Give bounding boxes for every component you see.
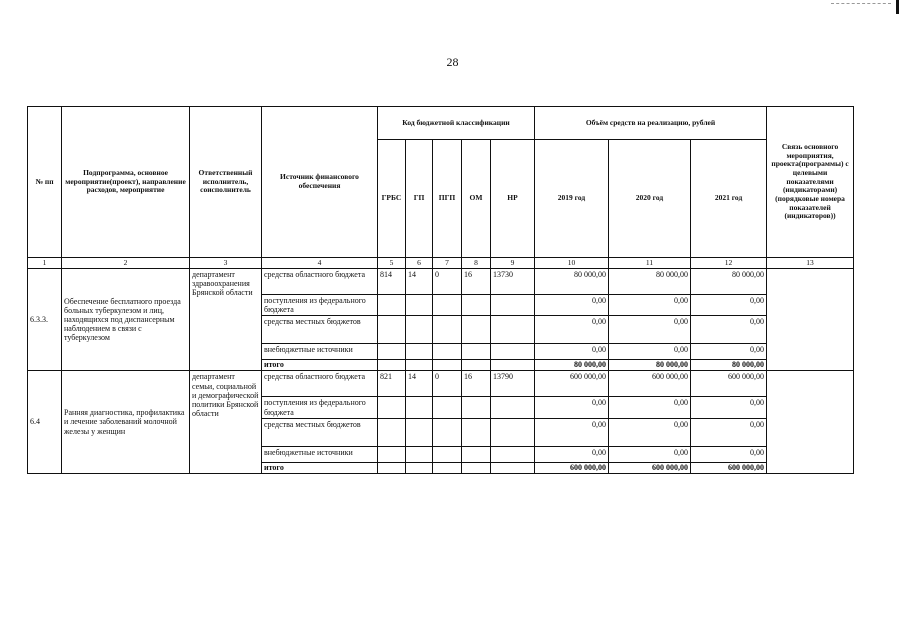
column-number: 4: [262, 258, 378, 269]
amount-2020: 80 000,00: [609, 269, 691, 295]
code-grbs: [378, 344, 406, 360]
header-executor: Ответственный исполнитель, соисполнитель: [190, 107, 262, 258]
amount-2019: 0,00: [535, 316, 609, 344]
total-code-empty: [433, 462, 462, 473]
amount-2021: 0,00: [691, 418, 767, 446]
amount-2019: 0,00: [535, 295, 609, 316]
column-number: 12: [691, 258, 767, 269]
amount-2019: 0,00: [535, 418, 609, 446]
amount-2020: 0,00: [609, 397, 691, 418]
total-code-empty: [491, 462, 535, 473]
total-label: итого: [262, 360, 378, 371]
funding-source: поступления из федерального бюджета: [262, 397, 378, 418]
code-pgp: 0: [433, 371, 462, 397]
indicator-link: [767, 269, 854, 371]
code-gp: [406, 295, 433, 316]
code-pgp: [433, 446, 462, 462]
column-number: 7: [433, 258, 462, 269]
page-number: 28: [446, 55, 459, 69]
column-number: 2: [62, 258, 190, 269]
code-grbs: [378, 316, 406, 344]
amount-2019: 0,00: [535, 446, 609, 462]
column-number: 6: [406, 258, 433, 269]
amount-2021: 0,00: [691, 446, 767, 462]
activity-name: Обеспечение бесплатного проезда больных туберкулезом и лиц, находящихся под диспансерным наблюдением в связи с туберкулезом: [62, 269, 190, 371]
column-number: 11: [609, 258, 691, 269]
code-grbs: 814: [378, 269, 406, 295]
budget-table: [27, 106, 854, 474]
header-grbs: ГРБС: [378, 140, 406, 258]
activity-number: 6.4: [28, 371, 62, 473]
funding-source: средства областного бюджета: [262, 371, 378, 397]
activity-number: 6.3.3.: [28, 269, 62, 371]
header-year-2021: 2021 год: [691, 140, 767, 258]
code-pgp: [433, 418, 462, 446]
responsible-executor: департамент семьи, социальной и демографической политики Брянской области: [190, 371, 262, 473]
column-number: 3: [190, 258, 262, 269]
header-year-2019: 2019 год: [535, 140, 609, 258]
code-nr: [491, 397, 535, 418]
code-om: [462, 397, 491, 418]
amount-2020: 0,00: [609, 344, 691, 360]
amount-2019: 0,00: [535, 397, 609, 418]
total-code-empty: [462, 360, 491, 371]
amount-2019: 0,00: [535, 344, 609, 360]
code-om: 16: [462, 269, 491, 295]
code-grbs: [378, 446, 406, 462]
header-gp: ГП: [406, 140, 433, 258]
total-code-empty: [406, 462, 433, 473]
funding-source: внебюджетные источники: [262, 446, 378, 462]
responsible-executor: департамент здравоохранения Брянской области: [190, 269, 262, 371]
code-gp: [406, 418, 433, 446]
code-gp: [406, 446, 433, 462]
amount-2020: 600 000,00: [609, 371, 691, 397]
code-nr: [491, 316, 535, 344]
column-number: 10: [535, 258, 609, 269]
code-nr: 13730: [491, 269, 535, 295]
code-grbs: [378, 295, 406, 316]
amount-2021: 0,00: [691, 397, 767, 418]
amount-2020: 0,00: [609, 295, 691, 316]
total-code-empty: [406, 360, 433, 371]
code-pgp: 0: [433, 269, 462, 295]
code-grbs: [378, 418, 406, 446]
amount-2019: 80 000,00: [535, 269, 609, 295]
total-code-empty: [491, 360, 535, 371]
amount-2021: 0,00: [691, 344, 767, 360]
total-code-empty: [378, 462, 406, 473]
code-pgp: [433, 397, 462, 418]
total-code-empty: [378, 360, 406, 371]
total-2021: 600 000,00: [691, 462, 767, 473]
code-grbs: 821: [378, 371, 406, 397]
column-number-row: [28, 258, 854, 269]
total-code-empty: [462, 462, 491, 473]
column-number: 1: [28, 258, 62, 269]
code-pgp: [433, 295, 462, 316]
code-nr: [491, 344, 535, 360]
code-pgp: [433, 344, 462, 360]
header-source: Источник финансового обеспечения: [262, 107, 378, 258]
column-number: 9: [491, 258, 535, 269]
indicator-link: [767, 371, 854, 473]
column-number: 5: [378, 258, 406, 269]
activity-name: Ранняя диагностика, профилактика и лечение заболеваний молочной железы у женщин: [62, 371, 190, 473]
code-gp: [406, 316, 433, 344]
funding-source: средства местных бюджетов: [262, 418, 378, 446]
code-om: [462, 344, 491, 360]
code-gp: 14: [406, 371, 433, 397]
header-om: ОМ: [462, 140, 491, 258]
amount-2021: 80 000,00: [691, 269, 767, 295]
header-budget-code-group: Код бюджетной классификации: [378, 107, 535, 140]
amount-2021: 0,00: [691, 316, 767, 344]
code-om: [462, 446, 491, 462]
header-volume-group: Объём средств на реализацию, рублей: [535, 107, 767, 140]
amount-2020: 0,00: [609, 316, 691, 344]
table-row: [28, 269, 854, 295]
header-name: Подпрограмма, основное мероприятие(проект), направление расходов, мероприятие: [62, 107, 190, 258]
scan-edge-mark: [896, 0, 899, 14]
scan-dash-mark: [831, 3, 891, 4]
table-body: [28, 258, 854, 474]
header-number: № пп: [28, 107, 62, 258]
table-row: [28, 371, 854, 397]
column-number: 8: [462, 258, 491, 269]
header-year-2020: 2020 год: [609, 140, 691, 258]
header-nr: НР: [491, 140, 535, 258]
code-nr: 13790: [491, 371, 535, 397]
total-2019: 600 000,00: [535, 462, 609, 473]
total-2021: 80 000,00: [691, 360, 767, 371]
column-number: 13: [767, 258, 854, 269]
code-pgp: [433, 316, 462, 344]
header-pgp: ПГП: [433, 140, 462, 258]
code-nr: [491, 418, 535, 446]
funding-source: поступления из федерального бюджета: [262, 295, 378, 316]
amount-2020: 0,00: [609, 446, 691, 462]
amount-2019: 600 000,00: [535, 371, 609, 397]
total-code-empty: [433, 360, 462, 371]
code-gp: [406, 344, 433, 360]
code-om: [462, 418, 491, 446]
code-grbs: [378, 397, 406, 418]
code-om: [462, 295, 491, 316]
amount-2021: 600 000,00: [691, 371, 767, 397]
amount-2020: 0,00: [609, 418, 691, 446]
header-link: Связь основного мероприятия, проекта(программы) с целевыми показателями (индикаторами) (порядковые номера показателей (индикаторов)): [767, 107, 854, 258]
total-label: итого: [262, 462, 378, 473]
code-gp: [406, 397, 433, 418]
code-nr: [491, 295, 535, 316]
funding-source: внебюджетные источники: [262, 344, 378, 360]
funding-source: средства областного бюджета: [262, 269, 378, 295]
amount-2021: 0,00: [691, 295, 767, 316]
code-om: 16: [462, 371, 491, 397]
total-2019: 80 000,00: [535, 360, 609, 371]
total-2020: 600 000,00: [609, 462, 691, 473]
funding-source: средства местных бюджетов: [262, 316, 378, 344]
total-2020: 80 000,00: [609, 360, 691, 371]
code-gp: 14: [406, 269, 433, 295]
code-om: [462, 316, 491, 344]
code-nr: [491, 446, 535, 462]
